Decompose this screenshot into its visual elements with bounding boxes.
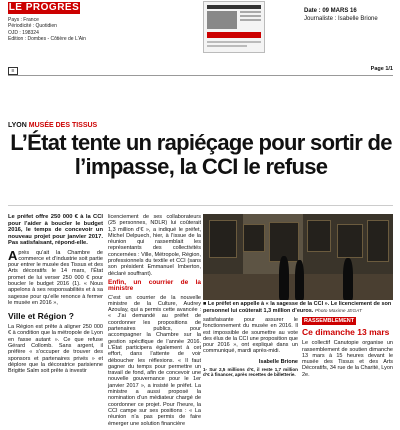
body-paragraph: La Région est prête à aligner 250 000 € à condition que la métropole de Lyon en fasse autant ». Ce que refuse Gérard Collomb. Sans argent, il préfère « s’occuper de trouver des sponsors et partenaires privés » et déplore que la décoratrice parisienne Brigitte Salm soit prête à investir bbox=[8, 324, 103, 375]
document-icon: ≡ bbox=[8, 67, 18, 75]
author-signature: Isabelle Brione bbox=[258, 358, 298, 365]
subheading: Ville et Région ? bbox=[8, 311, 74, 322]
caption-text: Le préfet en appelle à « la sagesse de la CCI ». Le licenciement de son personnel lui coûterait 1,3 million d’euros. bbox=[203, 301, 392, 314]
meta-line: OJD : 198324 bbox=[8, 29, 39, 36]
article-column-3 bbox=[203, 317, 298, 377]
article-column-1 bbox=[8, 214, 103, 378]
kicker-city: LYON bbox=[8, 122, 27, 129]
footnote: 1- Sur 2,5 millions d’€, il reste 1,7 million d’€ à financer, après recettes de billetterie. bbox=[203, 367, 298, 378]
sidebar-box bbox=[302, 317, 393, 378]
article-headline: L’État tente un rapiéçage pour sortir de l’impasse, la CCI le refuse bbox=[10, 130, 392, 179]
sidebar-title: Ce dimanche 13 mars bbox=[302, 327, 390, 338]
sidebar-body: Le collectif Canutopie organise un rassemblement de soutien dimanche 13 mars à 15 heures devant le musée des Tissus et des Arts Décoratifs, 34 rue de la Charité, Lyon 2e. bbox=[302, 340, 393, 378]
body-paragraph: C’est un courrier de la nouvelle ministre de la Culture, Audrey Azoulay, qui a permis cette avancée : « J’ai demandé au préfet de coordonner les propositions de partenaires publics, pour accompagner la Chambre sur la gestion spécifique de l’année 2016. L’État participera également à cet effort, dans l’attente de voir déboucher les réflexions. « Il faut gagner du temps pour permettre un travail de fond, afin de concevoir une nouvelle gouvernance pour le 1er janvier 2017 », a insisté le préfet. La ministre a aussi proposé la nomination d’un médiateur chargé de coordonner ce projet. Pour l’heure, la CCI campe sur ses positions : « La réunion n’a pas permis de faire émerger une solution financière bbox=[108, 294, 201, 427]
page-bar bbox=[8, 66, 393, 76]
photo-caption: ■ Le préfet en appelle à « la sagesse de la CCI ». Le licenciement de son personnel lui coûterait 1,3 million d’euros. Photo Maxime JEGAT bbox=[203, 301, 392, 314]
drop-cap: A bbox=[8, 247, 18, 263]
divider bbox=[8, 205, 393, 206]
article-column-2 bbox=[108, 214, 201, 430]
page-thumbnail bbox=[203, 1, 265, 53]
meta-line: Edition : Dombes - Côtière de L'Ain bbox=[8, 36, 86, 43]
date-line: Date : 09 MARS 16 bbox=[304, 8, 357, 14]
body-paragraph: licenciement de ses collaborateurs (25 personnes, NDLR) lui coûterait 1,3 million d’€ », a indiqué le préfet, Michel Delpuech, hier, à l’issue de la réunion qui rassemblait les représentants des collectivités concernées : Ville, Métropole, Région, professionnels du textile et CCI (sans son président Emmanuel Imberton, déclaré souffrant). bbox=[108, 214, 201, 277]
meta-line: Pays : France bbox=[8, 17, 39, 23]
article-kicker bbox=[8, 121, 97, 130]
article-photo bbox=[203, 214, 393, 300]
page-number: Page 1/1 bbox=[370, 66, 393, 72]
body-paragraph: Après qu’ait la Chambre de commerce et d’industrie soit partie pour entrer le musée des Tissus et des Arts décoratifs le 14 mars, l’État promet de lui verser 250 000 € pour boucler le budget 2016 (1). « Nous appelons à ses responsabilités et à sa sagesse pour qu’elle renonce à fermer le musée en 2016 », bbox=[8, 247, 103, 306]
photo-credit: Photo Maxime JEGAT bbox=[314, 308, 362, 314]
publication-meta bbox=[8, 17, 86, 43]
body-paragraph: satisfaisante pour assurer le fonctionnement du musée en 2016. Il est impossible de soumettre au vote des élus de la CCI une proposition que pour 2016 », ont expliqué dans un communiqué, mardi après-midi. bbox=[203, 317, 298, 355]
meta-line: Périodicité : Quotidien bbox=[8, 23, 57, 30]
journalist-line: Journaliste : Isabelle Brione bbox=[304, 16, 378, 22]
sidebar-label: RASSEMBLEMENT bbox=[304, 318, 355, 324]
date-info bbox=[304, 7, 378, 23]
article-lead: Le préfet offre 250 000 € à la CCI pour l’aider à boucler le budget 2016, le temps de concevoir un nouveau projet pour janvier 2017. Pas satisfaisant, répond-elle. bbox=[8, 214, 103, 246]
newspaper-logo: LE PROGRÈS bbox=[8, 2, 80, 13]
subheading: Enfin, un courrier de la ministre bbox=[108, 278, 201, 293]
kicker-section: MUSÉE DES TISSUS bbox=[28, 122, 98, 129]
